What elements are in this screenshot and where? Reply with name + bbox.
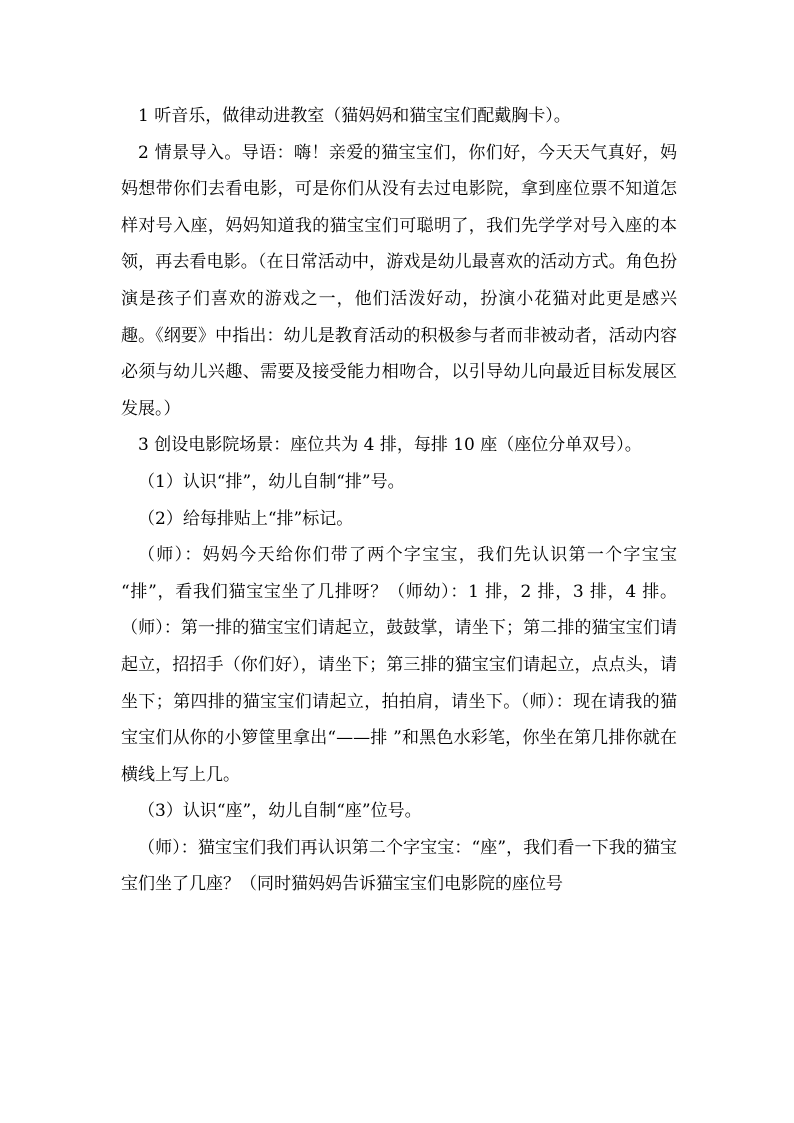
paragraph-5: （2）给每排贴上“排”标记。 [138,508,354,529]
paragraph-3: 3 创设电影院场景：座位共为 4 排，每排 10 座（座位分单双号）。 [138,435,642,456]
paragraph-1: 1 听音乐，做律动进教室（猫妈妈和猫宝宝们配戴胸卡）。 [138,106,571,126]
paragraph-6: （师）：妈妈今天给你们带了两个字宝宝，我们先认识第一个字宝宝 “排”，看我们猫宝宝坐了几排呀？（师幼）：1 排，2 排，3 排，4 排。（师）：第一排的猫宝宝们请起立，鼓鼓掌，请坐下；第二排的猫宝宝们请起立，招招手（你们好），请坐下；第三排的猫宝宝们请起立，点点头，请坐下；第四排的猫宝宝们请起立，拍拍肩，请坐下。（师）：现在请我的猫宝宝们从你的小箩筐里拿出“——排 ”和黑色水彩笔，你坐在第几排你就在横线上写上几。 [121,545,677,785]
paragraph-2: 2 情景导入。导语：嗨！亲爱的猫宝宝们，你们好，今天天气真好，妈妈想带你们去看电影，可是你们从没有去过电影院，拿到座位票不知道怎样对号入座，妈妈知道我的猫宝宝们可聪明了，我们先学学对号入座的本领，再去看电影。（在日常活动中，游戏是幼儿最喜欢的活动方式。角色扮演是孩子们喜欢的游戏之一，他们活泼好动，扮演小花猫对此更是感兴趣。《纲要》中指出：幼儿是教育活动的积极参与者而非被动者，活动内容必须与幼儿兴趣、需要及接受能力相吻合，以引导幼儿向最近目标发展区发展。） [121,142,677,419]
document-body [121,98,677,903]
paragraph-8: （师）：猫宝宝们我们再认识第二个字宝宝：“座”，我们看一下我的猫宝宝们坐了几座？（同时猫妈妈告诉猫宝宝们电影院的座位号 [121,837,677,895]
paragraph-4: （1）认识“排”，幼儿自制“排”号。 [138,471,405,492]
paragraph-7: （3）认识“座”，幼儿自制“座”位号。 [138,801,422,822]
